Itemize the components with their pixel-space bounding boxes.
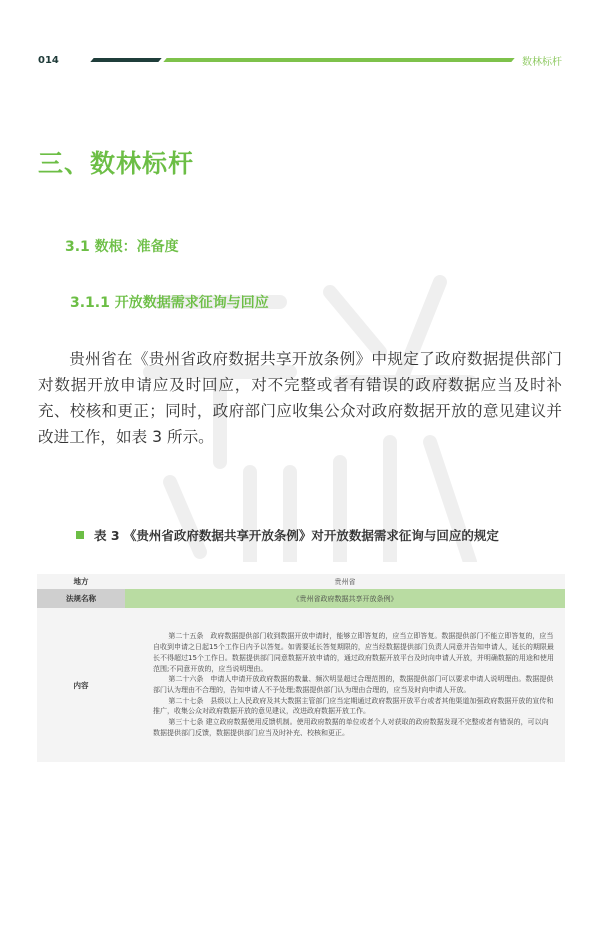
subsection-heading: 3.1.1 开放数据需求征询与回应 — [70, 295, 269, 311]
header-green-bar — [163, 58, 514, 62]
region-value: 贵州省 — [125, 574, 565, 589]
regulation-table — [37, 574, 565, 762]
chapter-title: 三、数林标杆 — [38, 149, 195, 178]
table-caption-text: 表 3 《贵州省政府数据共享开放条例》对开放数据需求征询与回应的规定 — [94, 528, 499, 543]
clause-26: 第二十六条 申请人申请开放政府数据的数量、频次明显超过合理范围的，数据提供部门可以要求申请人说明理由。数据提供部门认为理由不合理的，告知申请人不予处理;数据提供部门认为理由合理的，应当及时向申请人开放。 — [153, 675, 554, 694]
body-paragraph: 贵州省在《贵州省政府数据共享开放条例》中规定了政府数据提供部门对数据开放申请应及时回应，对不完整或者有错误的政府数据应当及时补充、校核和更正；同时，政府部门应收集公众对政府数据开放的意见建议并改进工作，如表 3 所示。 — [38, 350, 562, 446]
regulation-value: 《贵州省政府数据共享开放条例》 — [125, 589, 565, 608]
caption-bullet-square — [76, 531, 84, 539]
clause-25: 第二十五条 政府数据提供部门收到数据开放申请时，能够立即答复的，应当立即答复。数据提供部门不能立即答复的，应当自收到申请之日起15个工作日内予以答复。如需要延长答复期限的，应当经数据提供部门负责人同意并告知申请人，延长的期限最长不得超过15个工作日。数据提供部门同意数据开放申请的，通过政府数据开放平台及时向申请人开放，并明确数据的用途和使用范围;不同意开放的，应当说明理由。 — [153, 632, 554, 673]
table-caption — [76, 526, 499, 544]
regulation-label: 法规名称 — [37, 589, 125, 608]
header-dark-bar — [90, 58, 161, 62]
content-value — [125, 608, 565, 762]
clause-37: 第三十七条 建立政府数据使用反馈机制。使用政府数据的单位或者个人对获取的政府数据发现不完整或者有错误的，可以向数据提供部门反馈，数据提供部门应当及时补充、校核和更正。 — [153, 718, 549, 737]
table-row-regulation — [37, 589, 565, 608]
section-tag: 数林标杆 — [522, 57, 562, 68]
content-label: 内容 — [37, 608, 125, 762]
page-number: 014 — [38, 55, 59, 66]
region-label: 地方 — [37, 574, 125, 589]
clause-27: 第二十七条 县级以上人民政府及其大数据主管部门应当定期通过政府数据开放平台或者其他渠道加强政府数据开放的宣传和推广，收集公众对政府数据开放的意见建议，改进政府数据开放工作。 — [153, 696, 554, 716]
section-heading: 3.1 数根：准备度 — [65, 239, 179, 255]
table-row-region — [37, 574, 565, 589]
table-row-content — [37, 608, 565, 762]
